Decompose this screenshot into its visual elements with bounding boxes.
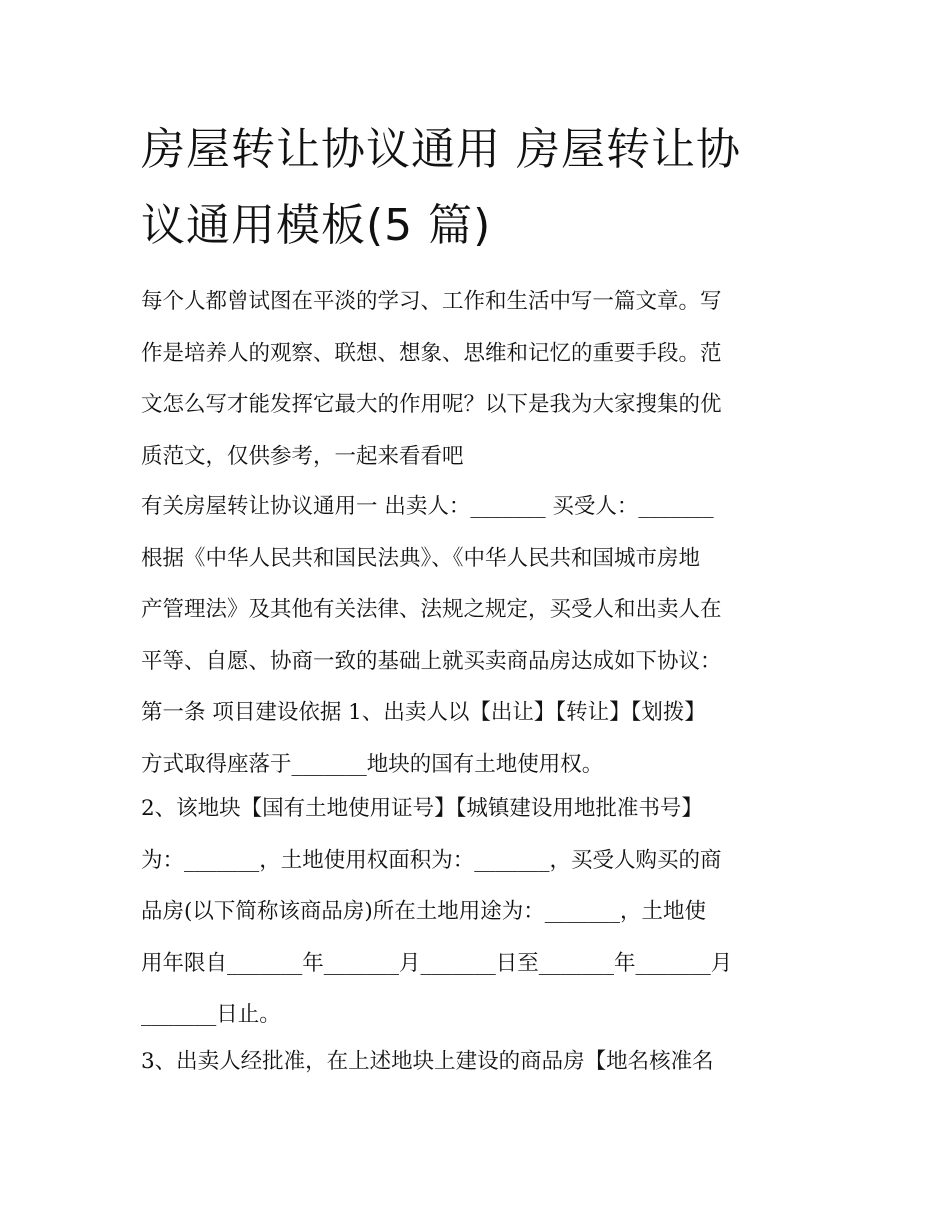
text-line: 文怎么写才能发挥它最大的作用呢？以下是我为大家搜集的优: [141, 392, 722, 417]
text-line: 为：_______，土地使用权面积为：_______，买受人购买的商: [141, 847, 722, 873]
text-line: 作是培养人的观察、联想、想象、思维和记忆的重要手段。范: [141, 340, 722, 366]
intro-paragraph: [141, 276, 831, 482]
text-line: 3、出卖人经批准，在上述地块上建设的商品房【地名核准名: [141, 1049, 714, 1074]
text-line: 质范文，仅供参考，一起来看看吧: [141, 443, 464, 469]
text-line: 第一条 项目建设依据 1、出卖人以【出让】【转让】【划拨】: [141, 700, 706, 725]
text-line: 方式取得座落于_______地块的国有土地使用权。: [141, 751, 604, 777]
text-line: 根据《中华人民共和国民法典》、《中华人民共和国城市房地: [141, 545, 701, 571]
title-line: 议通用模板(5 篇): [141, 200, 492, 251]
title-line: 房屋转让协议通用 房屋转让协: [141, 124, 741, 175]
text-line: 品房(以下简称该商品房)所在土地用途为：_______，土地使: [141, 899, 707, 924]
text-line: 2、该地块【国有土地使用证号】【城镇建设用地批准书号】: [141, 796, 703, 821]
clause-3-paragraph: [141, 1036, 831, 1088]
document-title: [141, 112, 821, 264]
text-line: 用年限自_______年_______月_______日至_______年_______月: [141, 950, 733, 976]
agreement-intro-paragraph: [141, 481, 831, 790]
text-line: _______日止。: [141, 1002, 281, 1027]
text-line: 平等、自愿、协商一致的基础上就买卖商品房达成如下协议：: [141, 648, 722, 674]
text-line: 产管理法》及其他有关法律、法规之规定，买受人和出卖人在: [141, 597, 722, 622]
text-line: 有关房屋转让协议通用一 出卖人：_______ 买受人：_______: [141, 494, 714, 519]
clause-2-paragraph: [141, 783, 831, 1041]
text-line: 每个人都曾试图在平淡的学习、工作和生活中写一篇文章。写: [141, 289, 722, 314]
